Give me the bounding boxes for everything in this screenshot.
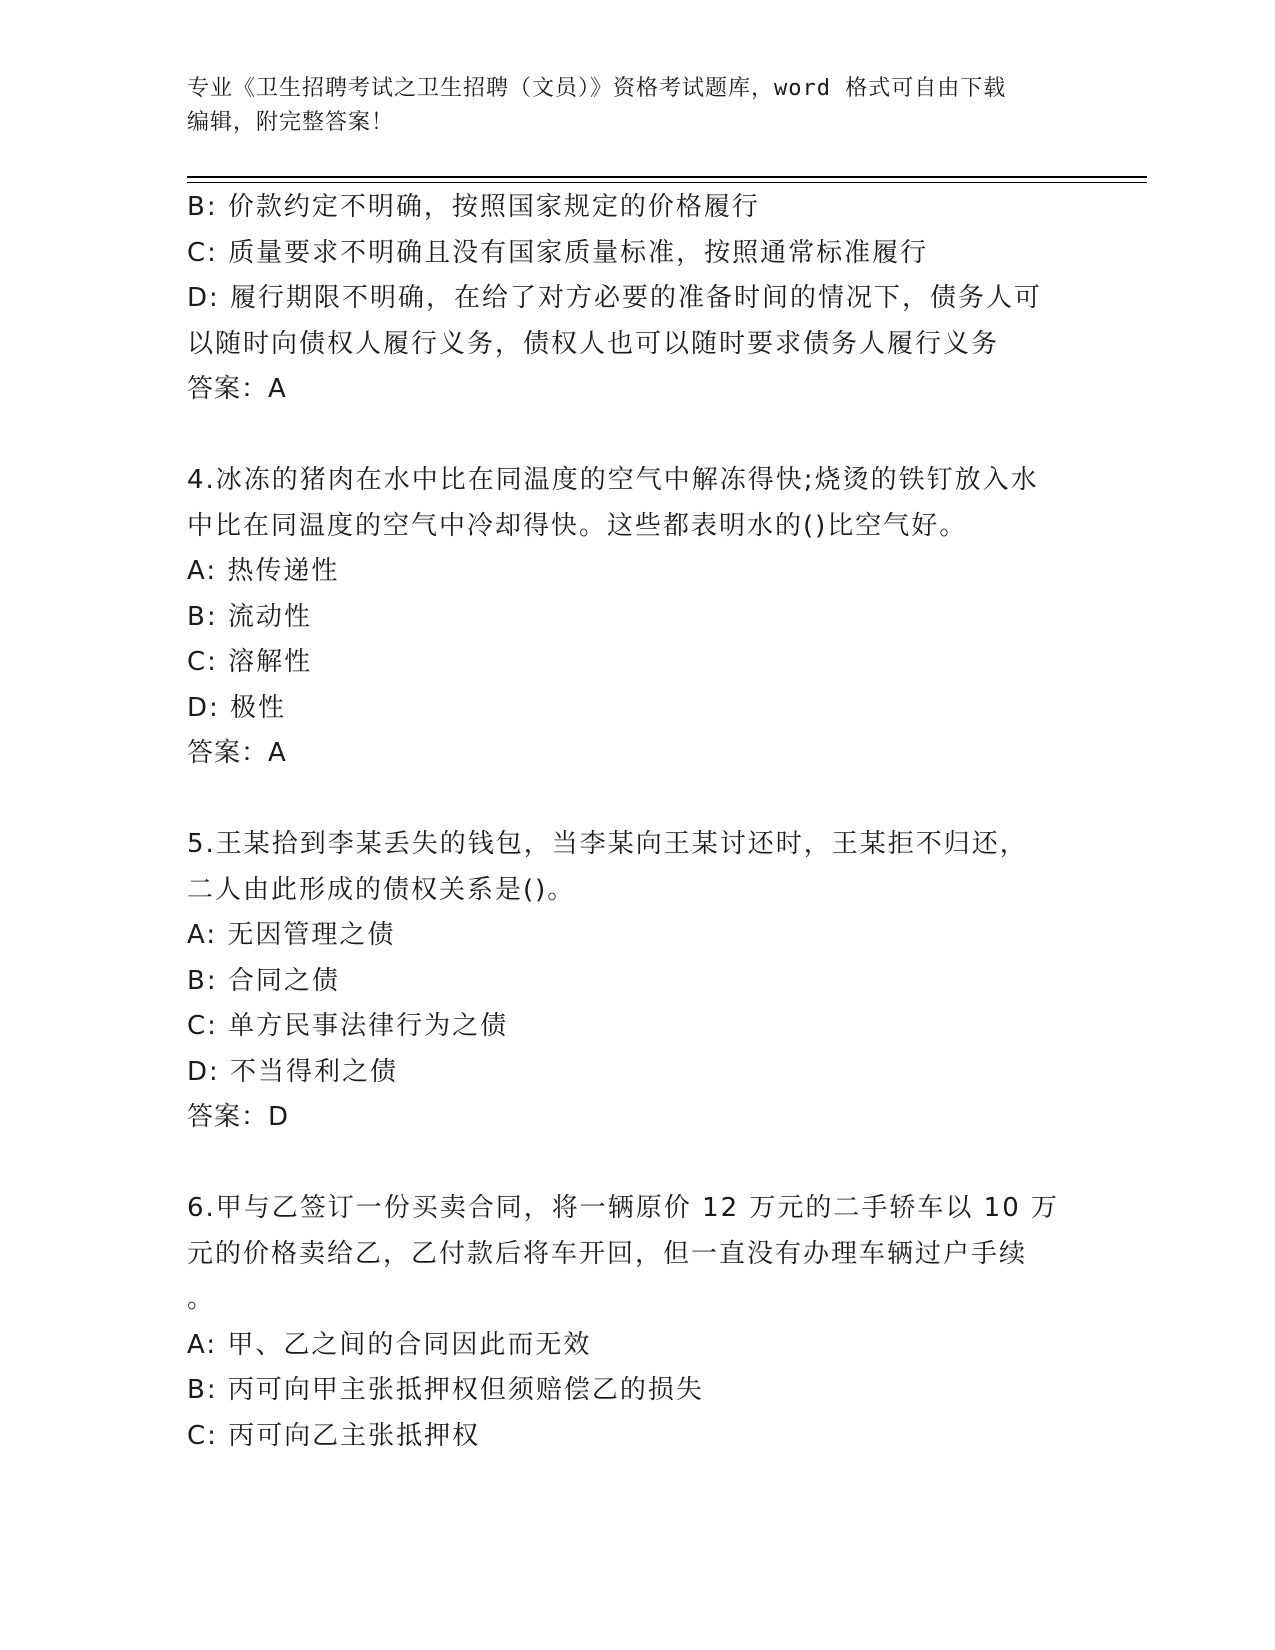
option-d-line-1: D: 履行期限不明确，在给了对方必要的准备时间的情况下，债务人可 <box>187 283 1043 313</box>
option-c: C: 质量要求不明确且没有国家质量标准，按照通常标准履行 <box>187 237 929 268</box>
header-divider-thin <box>187 182 1147 183</box>
question-stem-line-2: 二人由此形成的债权关系是()。 <box>187 874 576 905</box>
option-b: B: 流动性 <box>187 601 312 632</box>
question-stem-line-1: 5.王某拾到李某丢失的钱包，当李某向王某讨还时，王某拒不归还， <box>187 829 1028 859</box>
option-b: B: 丙可向甲主张抵押权但须赔偿乙的损失 <box>187 1375 704 1405</box>
question-5 <box>187 822 1087 1141</box>
option-c: C: 溶解性 <box>187 647 313 677</box>
question-stem-line-2: 中比在同温度的空气中冷却得快。这些都表明水的()比空气好。 <box>187 510 968 541</box>
answer: 答案：A <box>187 738 287 768</box>
question-4 <box>187 458 1087 777</box>
option-b: B: 合同之债 <box>187 965 340 996</box>
answer: 答案：D <box>187 1102 290 1132</box>
header-line-2: 编辑，附完整答案！ <box>187 110 395 135</box>
header-line-1: 专业《卫生招聘考试之卫生招聘（文员）》资格考试题库，word 格式可自由下载 <box>187 76 1007 101</box>
option-c: C: 丙可向乙主张抵押权 <box>187 1420 481 1451</box>
option-b: B: 价款约定不明确，按照国家规定的价格履行 <box>187 192 760 222</box>
question-3-tail <box>187 185 1087 413</box>
option-a: A: 热传递性 <box>187 556 340 586</box>
document-header <box>187 72 1087 140</box>
option-a: A: 无因管理之债 <box>187 920 396 950</box>
question-stem-line-2: 元的价格卖给乙，乙付款后将车开回，但一直没有办理车辆过户手续 <box>187 1238 1028 1269</box>
answer: 答案：A <box>187 374 287 404</box>
header-divider-thick <box>187 176 1147 178</box>
option-c: C: 单方民事法律行为之债 <box>187 1011 509 1041</box>
question-stem-line-3: 。 <box>187 1284 216 1314</box>
option-d: D: 不当得利之债 <box>187 1056 399 1087</box>
option-d-line-2: 以随时向债权人履行义务，债权人也可以随时要求债务人履行义务 <box>187 328 1000 359</box>
question-6 <box>187 1186 1087 1459</box>
option-a: A: 甲、乙之间的合同因此而无效 <box>187 1329 592 1360</box>
question-stem-line-1: 6.甲与乙签订一份买卖合同，将一辆原价 12 万元的二手轿车以 10 万 <box>187 1193 1060 1223</box>
option-d: D: 极性 <box>187 692 287 723</box>
question-stem-line-1: 4.冰冻的猪肉在水中比在同温度的空气中解冻得快;烧烫的铁钉放入水 <box>187 465 1039 495</box>
question-list <box>187 185 1087 1459</box>
